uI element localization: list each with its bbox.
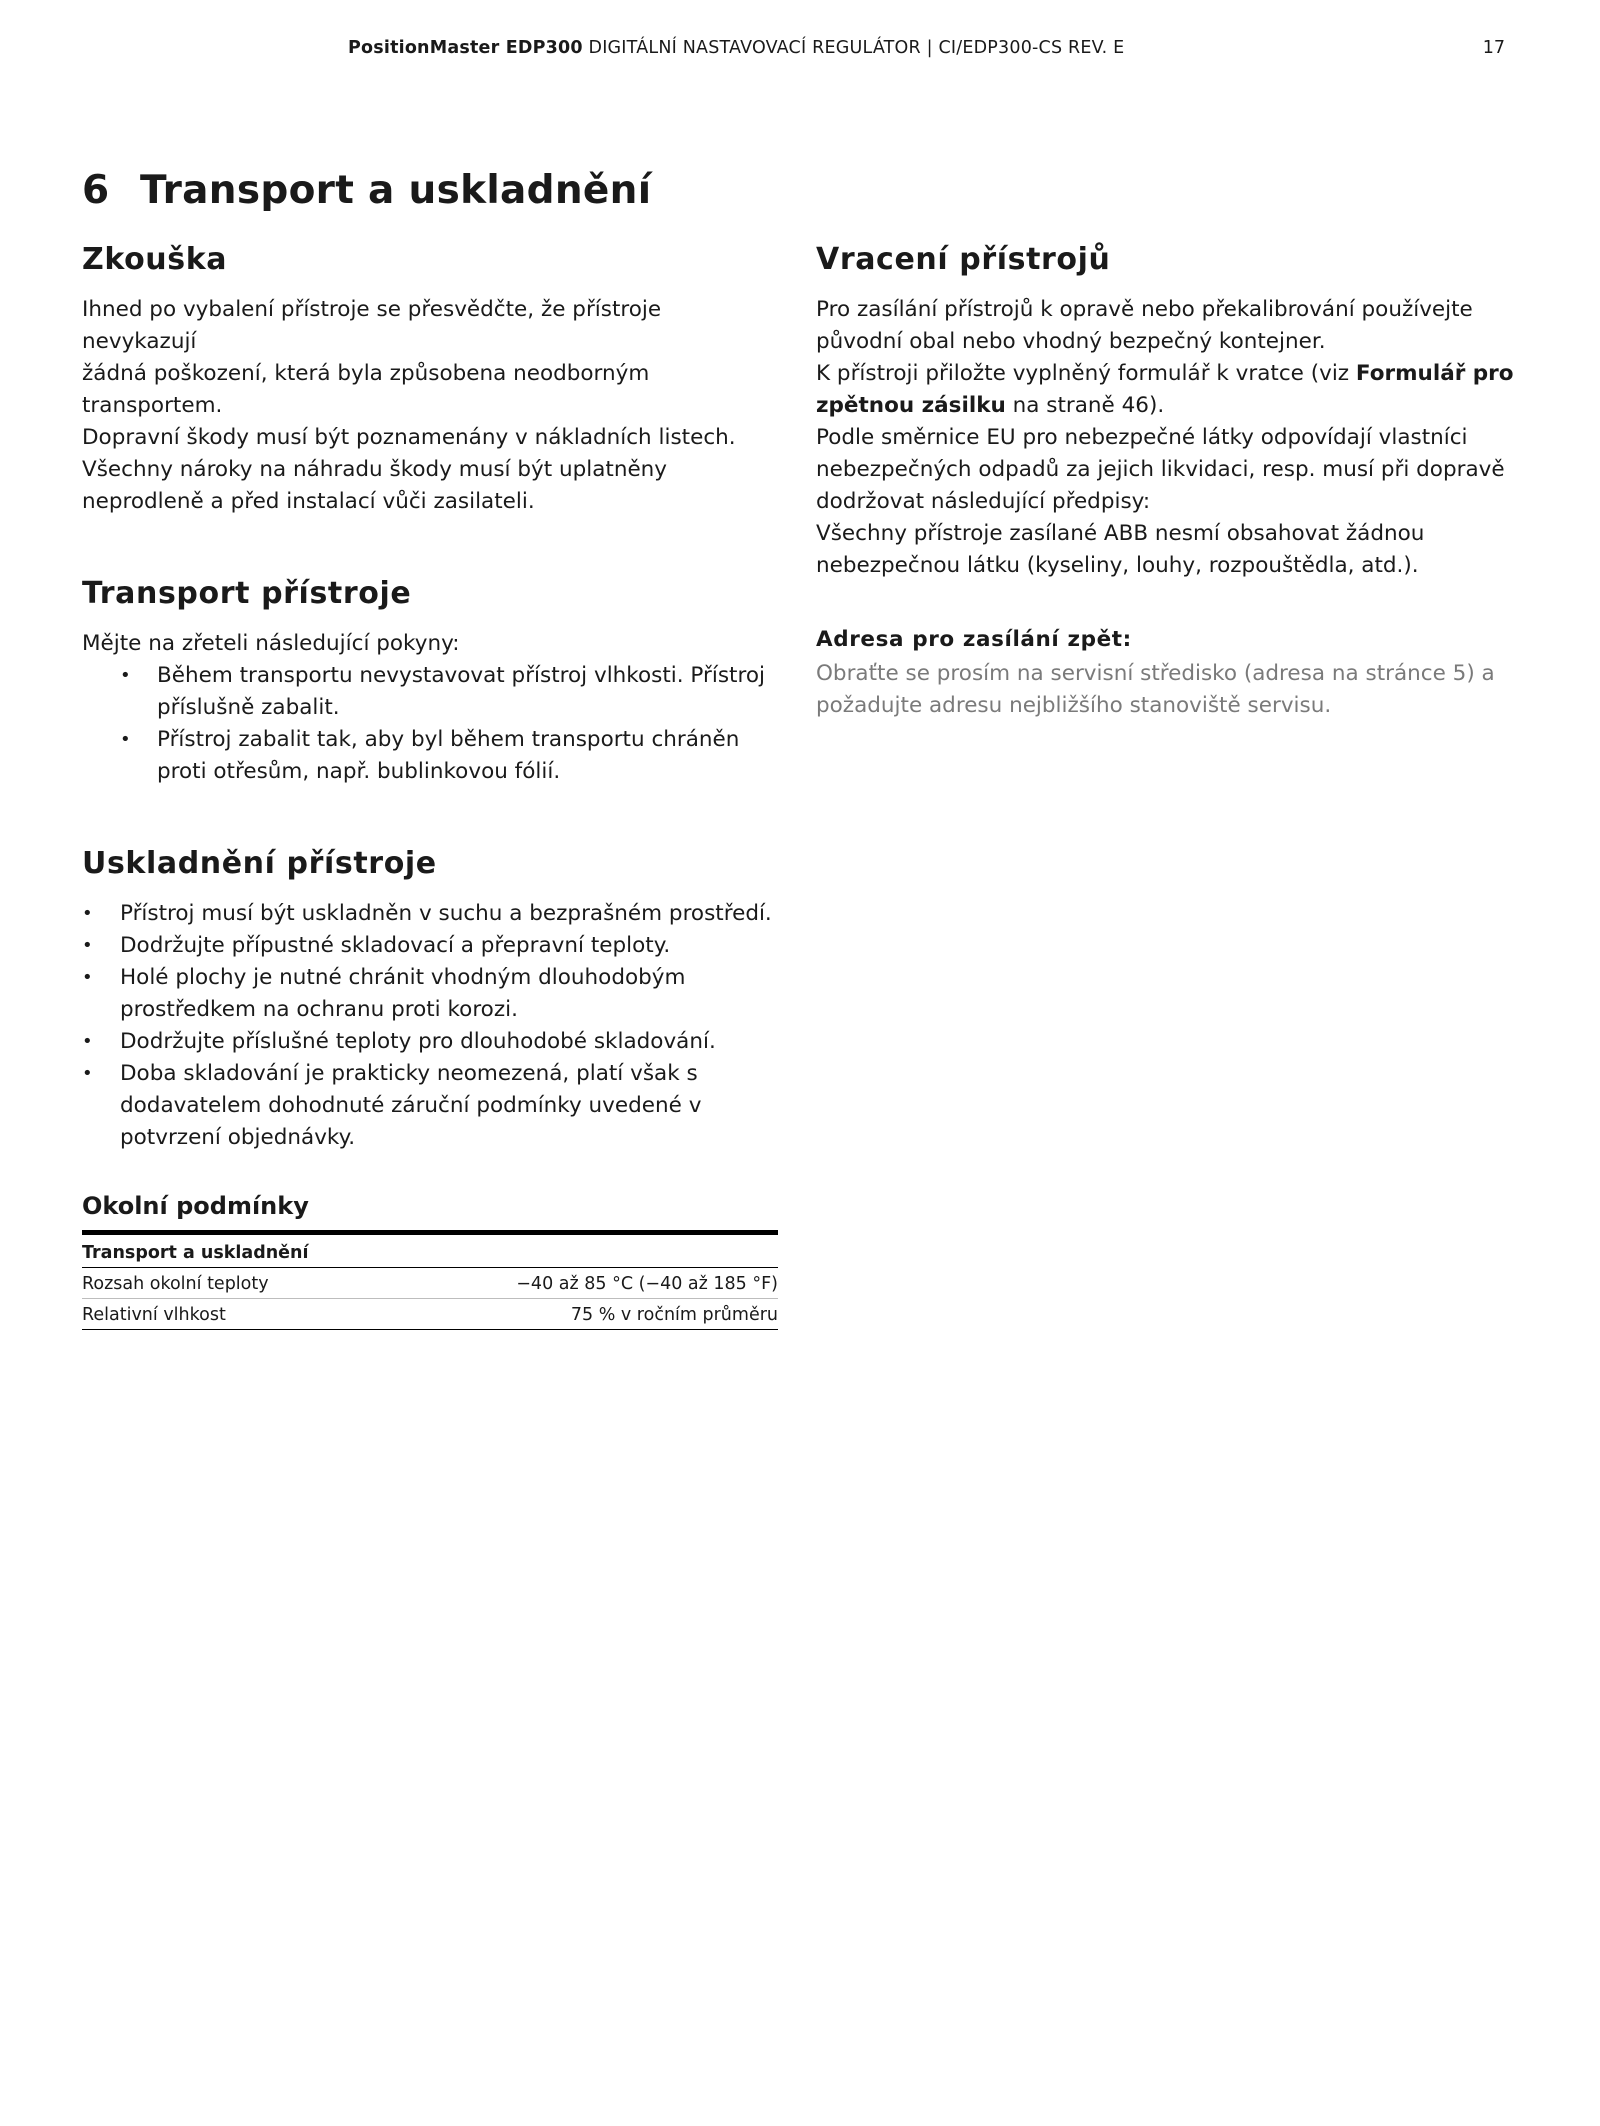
section-title-returns: Vracení přístrojů (816, 242, 1111, 277)
bullet-icon: • (120, 665, 131, 686)
text-line: K přístroji přiložte vyplněný formulář k vratce (viz (816, 361, 1356, 386)
list-item (82, 1026, 782, 1058)
text-line: Podle směrnice EU pro nebezpečné látky odpovídají vlastníci (816, 425, 1468, 450)
section-returns (816, 240, 1516, 722)
chapter-title-text: Transport a uskladnění (140, 168, 652, 213)
text-line: prostředkem na ochranu proti korozi. (120, 997, 518, 1022)
table-header-cell: Transport a uskladnění (82, 1233, 778, 1268)
returns-text (816, 294, 1516, 582)
table-header-row (82, 1233, 778, 1268)
table-cell-value: 75 % v ročním průměru (372, 1299, 778, 1330)
form-reference-link[interactable]: Formulář pro (1355, 361, 1514, 386)
text-line: na straně 46). (1005, 393, 1165, 418)
address-text (816, 658, 1516, 722)
bullet-icon: • (82, 903, 93, 924)
page-number: 17 (1482, 38, 1505, 58)
table-row (82, 1268, 778, 1299)
text-line: Přístroj musí být uskladněn v suchu a bezprašném prostředí. (120, 901, 772, 926)
text-line: Ihned po vybalení přístroje se přesvědčte, že přístroje nevykazují (82, 297, 662, 354)
table-cell-value: −40 až 85 °C (−40 až 185 °F) (372, 1268, 778, 1299)
running-header (348, 38, 1124, 58)
right-column (816, 240, 1516, 722)
transport-intro: Mějte na zřeteli následující pokyny: (82, 631, 460, 656)
text-line: Všechny nároky na náhradu škody musí být uplatněny (82, 457, 668, 482)
text-line: neprodleně a před instalací vůči zasilateli. (82, 489, 535, 514)
text-line: nebezpečnou látku (kyseliny, louhy, rozpouštědla, atd.). (816, 553, 1419, 578)
text-line: Dopravní škody musí být poznamenány v nákladních listech. (82, 425, 736, 450)
form-reference-link-cont[interactable]: zpětnou zásilku (816, 393, 1006, 418)
text-line: Doba skladování je prakticky neomezená, platí však s (120, 1061, 698, 1086)
transport-bullet-list (82, 660, 782, 788)
text-line: Obraťte se prosím na servisní středisko (adresa na stránce 5) a (816, 661, 1495, 686)
list-item (82, 930, 782, 962)
text-line: původní obal nebo vhodný bezpečný kontejner. (816, 329, 1326, 354)
bullet-icon: • (82, 1063, 93, 1084)
bullet-icon: • (82, 1031, 93, 1052)
section-title-storage: Uskladnění přístroje (82, 846, 437, 881)
inspection-text (82, 294, 782, 518)
table-row (82, 1299, 778, 1330)
section-title-transport: Transport přístroje (82, 576, 412, 611)
text-line: nebezpečných odpadů za jejich likvidaci, resp. musí při dopravě (816, 457, 1505, 482)
section-inspection (82, 240, 782, 518)
text-line: Přístroj zabalit tak, aby byl během transportu chráněn (157, 727, 740, 752)
table-cell-label: Rozsah okolní teploty (82, 1268, 372, 1299)
environment-title: Okolní podmínky (82, 1192, 309, 1220)
storage-bullet-list (82, 898, 782, 1154)
table-cell-label: Relativní vlhkost (82, 1299, 372, 1330)
document-title: DIGITÁLNÍ NASTAVOVACÍ REGULÁTOR | CI/EDP300-CS REV. E (582, 38, 1125, 58)
bullet-icon: • (82, 935, 93, 956)
text-line: Během transportu nevystavovat přístroj vlhkosti. Přístroj (157, 663, 765, 688)
text-line: požadujte adresu nejbližšího stanoviště servisu. (816, 693, 1332, 718)
text-line: žádná poškození, která byla způsobena neodborným (82, 361, 650, 386)
address-title: Adresa pro zasílání zpět: (816, 627, 1132, 652)
section-transport (82, 574, 782, 788)
bullet-icon: • (82, 967, 93, 988)
left-column (82, 240, 782, 1330)
text-line: transportem. (82, 393, 223, 418)
text-line: Dodržujte příslušné teploty pro dlouhodobé skladování. (120, 1029, 716, 1054)
section-storage (82, 844, 782, 1330)
list-item (82, 1058, 782, 1154)
text-line: Pro zasílání přístrojů k opravě nebo překalibrování používejte (816, 297, 1473, 322)
product-name: PositionMaster EDP300 (348, 38, 583, 58)
text-line: Všechny přístroje zasílané ABB nesmí obsahovat žádnou (816, 521, 1425, 546)
text-line: Holé plochy je nutné chránit vhodným dlouhodobým (120, 965, 686, 990)
text-line: dodržovat následující předpisy: (816, 489, 1151, 514)
chapter-number: 6 (82, 168, 110, 213)
environment-table (82, 1230, 778, 1330)
text-line: dodavatelem dohodnuté záruční podmínky uvedené v (120, 1093, 702, 1118)
text-line: proti otřesům, např. bublinkovou fólií. (157, 759, 561, 784)
list-item (82, 660, 782, 724)
chapter-title (82, 168, 651, 213)
section-title-inspection: Zkouška (82, 242, 228, 277)
bullet-icon: • (120, 729, 131, 750)
list-item (82, 724, 782, 788)
text-line: příslušně zabalit. (157, 695, 340, 720)
list-item (82, 898, 782, 930)
text-line: potvrzení objednávky. (120, 1125, 356, 1150)
text-line: Dodržujte přípustné skladovací a přepravní teploty. (120, 933, 671, 958)
list-item (82, 962, 782, 1026)
